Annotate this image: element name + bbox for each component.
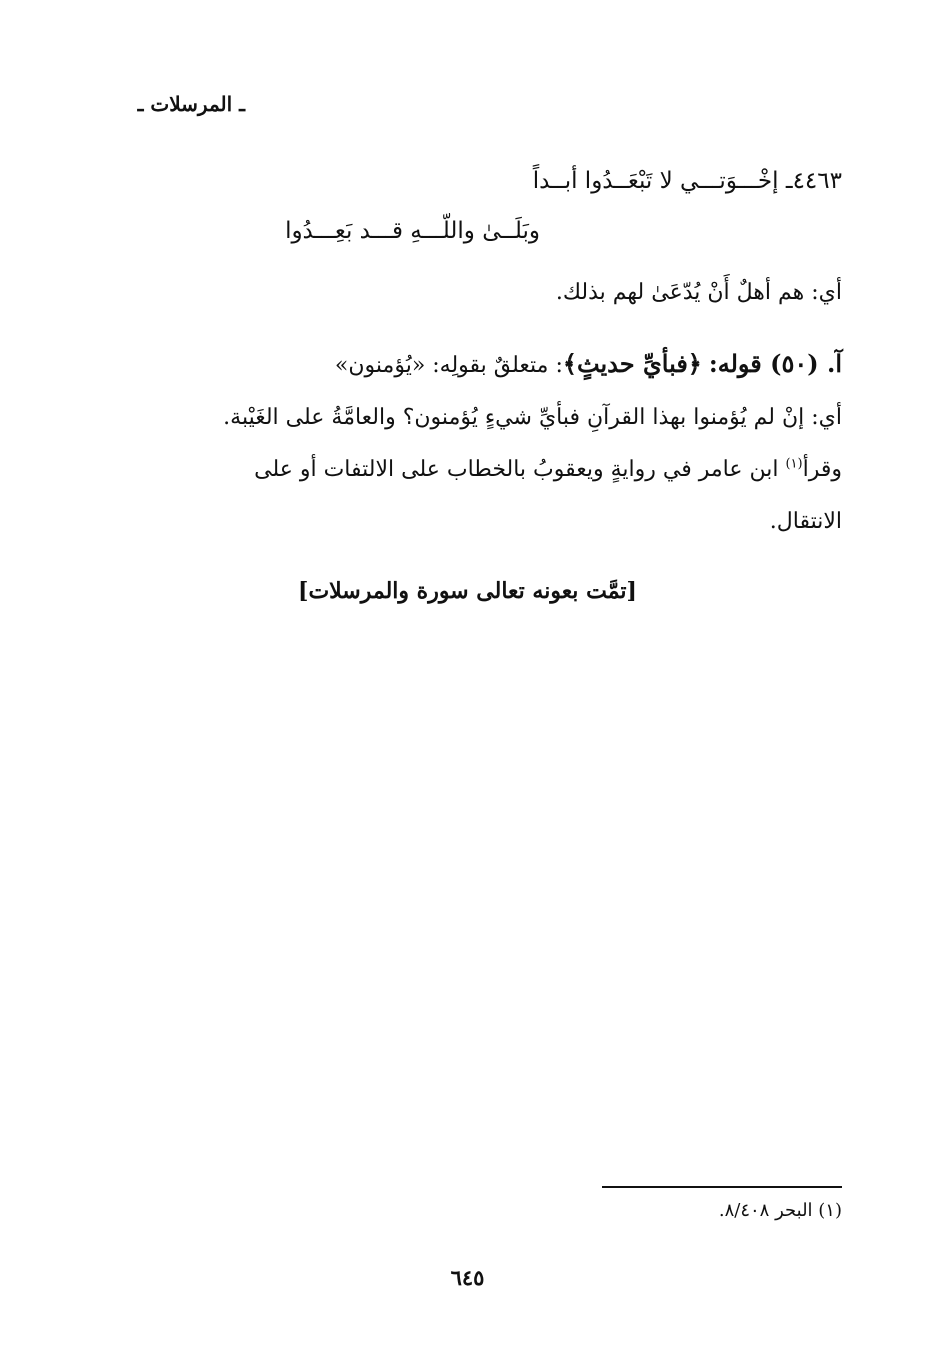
paragraph-line-4: الانتقال. [769,509,842,534]
paragraph-line-3 [140,444,842,496]
verse-reference: آ. (٥٠) قوله: [708,349,842,378]
verse-line-first: ٤٤٦٣ـ إخْـــوَتـــي لا تَبْعَــدُوا أبــداً [532,168,842,194]
surah-closing-note: [تمَّت بعونه تعالى سورة والمرسلات] [298,578,637,604]
paragraph-line-2: أي: إنْ لم يُؤمنوا بهذا القرآنِ فبأيِّ شيءٍ يُؤمنون؟ والعامَّةُ على الغَيْبة. [223,405,842,430]
paragraph-line-1 [140,338,842,392]
page-number: ٦٤٥ [450,1265,485,1290]
paragraph-line-1-rest: : متعلقٌ بقولِه: «يُؤمنون» [334,353,563,378]
footnote-marker: (١) [785,456,803,472]
commentary-paragraph [140,338,842,548]
verse-gloss: أي: هم أهلٌ أَنْ يُدّعَىٰ لهم بذلك. [555,280,842,305]
footnote-item: (١) البحر ٨/٤٠٨. [718,1200,842,1221]
paragraph-line-3-start: وقرأ [802,457,842,482]
running-header: ـ المرسلات ـ [137,92,245,116]
quranic-quote: ﴿فبأيِّ حديثٍ﴾ [562,349,702,378]
paragraph-line-3-rest: ابن عامر في روايةٍ ويعقوبُ بالخطاب على الالتفات أو على [254,457,786,482]
verse-line-second: وبَلَــىٰ واللّـــهِ قـــد بَعِـــدُوا [285,218,540,244]
footnote-divider [602,1186,842,1188]
